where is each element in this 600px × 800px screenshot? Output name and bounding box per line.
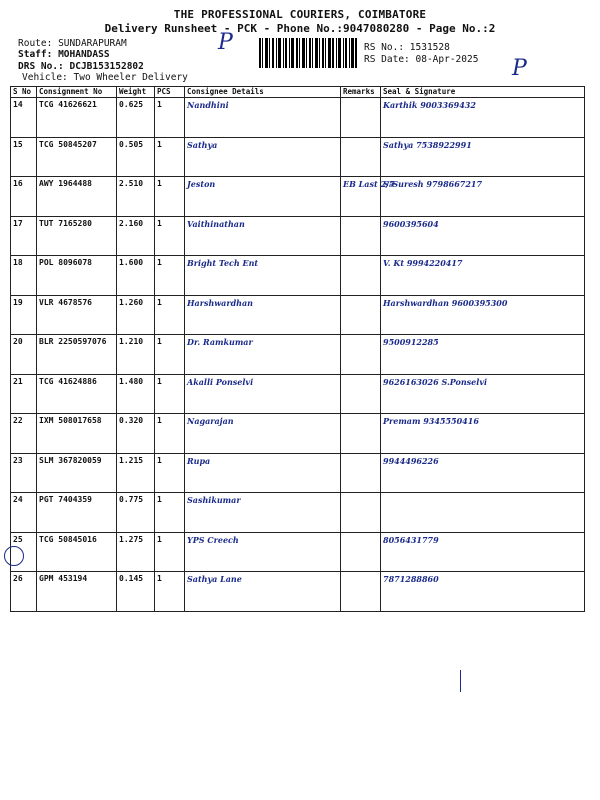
table-row [11,374,585,414]
rs-date-label: RS Date: [364,54,410,65]
cell-consignment: GPM 453194 [37,572,117,612]
route-label: Route: [18,38,53,49]
cell-remarks [341,335,381,375]
cell-sno: 26 [11,572,37,612]
cell-sno: 23 [11,453,37,493]
cell-consignment: TCG 50845207 [37,137,117,177]
cell-pcs: 1 [155,256,185,296]
drs-value: DCJB153152802 [69,61,144,72]
cell-sno: 24 [11,493,37,533]
cell-consignment: IXM 508017658 [37,414,117,454]
cell-pcs: 1 [155,335,185,375]
cell-sno: 14 [11,98,37,138]
cell-weight: 1.260 [117,295,155,335]
rs-no-line [364,42,450,53]
route-line [18,38,127,49]
table-row [11,256,585,296]
cell-sno: 15 [11,137,37,177]
cell-pcs: 1 [155,453,185,493]
cell-weight: 1.210 [117,335,155,375]
runsheet-title: THE PROFESSIONAL COURIERS, COIMBATORE [173,8,427,21]
cell-consignee: Jeston [185,177,341,217]
table-row [11,98,585,138]
cell-pcs: 1 [155,177,185,217]
col-consignee: Consignee Details [185,87,341,98]
cell-seal: 9600395604 [381,216,585,256]
cell-seal: 8056431779 [381,532,585,572]
cell-consignment: TCG 41624886 [37,374,117,414]
rs-no-label: RS No.: [364,42,405,53]
table-row [11,137,585,177]
cell-weight: 0.145 [117,572,155,612]
staff-value: MOHANDASS [58,49,110,60]
table-row [11,572,585,612]
vehicle-label: Vehicle: [22,72,68,83]
cell-seal: 7871288860 [381,572,585,612]
cell-consignee: Nandhini [185,98,341,138]
cell-remarks [341,493,381,533]
table-header-row [11,87,585,98]
cell-consignment: AWY 1964488 [37,177,117,217]
rs-date-value: 08-Apr-2025 [415,54,479,65]
table-row [11,414,585,454]
staff-label: Staff: [18,49,53,60]
cell-consignment: PGT 7404359 [37,493,117,533]
cell-weight: 0.320 [117,414,155,454]
rs-date-line [364,54,478,65]
cell-weight: 1.215 [117,453,155,493]
vehicle-value: Two Wheeler Delivery [73,72,188,83]
cell-weight: 2.510 [117,177,155,217]
cell-consignee: YPS Creech [185,532,341,572]
handwritten-mark-right: P [512,56,527,81]
cell-sno: 16 [11,177,37,217]
cell-seal: V. Kt 9994220417 [381,256,585,296]
cell-remarks: EB Last 2/5 [341,177,381,217]
cell-pcs: 1 [155,374,185,414]
cell-consignee: Harshwardhan [185,295,341,335]
cell-sno: 25 [11,532,37,572]
cell-sno: 19 [11,295,37,335]
rs-no-value: 1531528 [409,42,450,53]
cell-sno: 18 [11,256,37,296]
cell-consignee: Sashikumar [185,493,341,533]
runsheet-table [10,86,585,612]
cell-remarks [341,137,381,177]
handwritten-tick-mark [460,670,464,692]
cell-consignee: Vaithinathan [185,216,341,256]
col-seal: Seal & Signature [381,87,585,98]
cell-pcs: 1 [155,493,185,533]
cell-pcs: 1 [155,532,185,572]
cell-seal: Karthik 9003369432 [381,98,585,138]
table-row [11,295,585,335]
cell-consignee: Sathya Lane [185,572,341,612]
table-row [11,453,585,493]
barcode [258,38,358,68]
table-body [11,98,585,612]
cell-remarks [341,216,381,256]
cell-remarks [341,532,381,572]
cell-consignment: SLM 367820059 [37,453,117,493]
cell-consignee: Bright Tech Ent [185,256,341,296]
cell-seal: Harshwardhan 9600395300 [381,295,585,335]
col-weight: Weight [117,87,155,98]
cell-seal: Premam 9345550416 [381,414,585,454]
cell-remarks [341,295,381,335]
table-row [11,216,585,256]
cell-consignment: POL 8096078 [37,256,117,296]
drs-label: DRS No.: [18,61,64,72]
cell-pcs: 1 [155,414,185,454]
row-25-circle-mark [4,546,24,566]
col-pcs: PCS [155,87,185,98]
cell-sno: 22 [11,414,37,454]
table-row [11,532,585,572]
cell-consignee: Nagarajan [185,414,341,454]
cell-consignment: TCG 41626621 [37,98,117,138]
cell-consignment: BLR 2250597076 [37,335,117,375]
runsheet-subtitle: Delivery Runsheet - PCK - Phone No.:9047080280 - Page No.:2 [104,22,496,35]
cell-consignee: Dr. Ramkumar [185,335,341,375]
cell-weight: 2.160 [117,216,155,256]
cell-seal: S-Suresh 9798667217 [381,177,585,217]
handwritten-mark-left: P [218,30,233,55]
cell-sno: 17 [11,216,37,256]
cell-weight: 1.275 [117,532,155,572]
cell-sno: 20 [11,335,37,375]
cell-remarks [341,256,381,296]
col-sno: S No [11,87,37,98]
vehicle-line [22,72,188,83]
cell-weight: 1.600 [117,256,155,296]
cell-consignment: TUT 7165280 [37,216,117,256]
cell-weight: 0.505 [117,137,155,177]
cell-consignee: Sathya [185,137,341,177]
col-consignment: Consignment No [37,87,117,98]
cell-pcs: 1 [155,572,185,612]
staff-line [18,49,110,60]
table-row [11,177,585,217]
cell-remarks [341,453,381,493]
cell-remarks [341,374,381,414]
cell-weight: 0.775 [117,493,155,533]
cell-remarks [341,414,381,454]
cell-consignment: TCG 50845016 [37,532,117,572]
cell-consignee: Rupa [185,453,341,493]
cell-pcs: 1 [155,295,185,335]
cell-seal: 9944496226 [381,453,585,493]
cell-pcs: 1 [155,98,185,138]
cell-weight: 0.625 [117,98,155,138]
table-row [11,493,585,533]
cell-pcs: 1 [155,216,185,256]
cell-consignment: VLR 4678576 [37,295,117,335]
cell-consignee: Akalli Ponselvi [185,374,341,414]
col-remarks: Remarks [341,87,381,98]
cell-remarks [341,572,381,612]
cell-weight: 1.480 [117,374,155,414]
table-row [11,335,585,375]
cell-remarks [341,98,381,138]
cell-seal [381,493,585,533]
cell-seal: 9626163026 S.Ponselvi [381,374,585,414]
route-value: SUNDARAPURAM [58,38,127,49]
cell-seal: 9500912285 [381,335,585,375]
cell-seal: Sathya 7538922991 [381,137,585,177]
cell-pcs: 1 [155,137,185,177]
drs-line [18,61,144,72]
cell-sno: 21 [11,374,37,414]
